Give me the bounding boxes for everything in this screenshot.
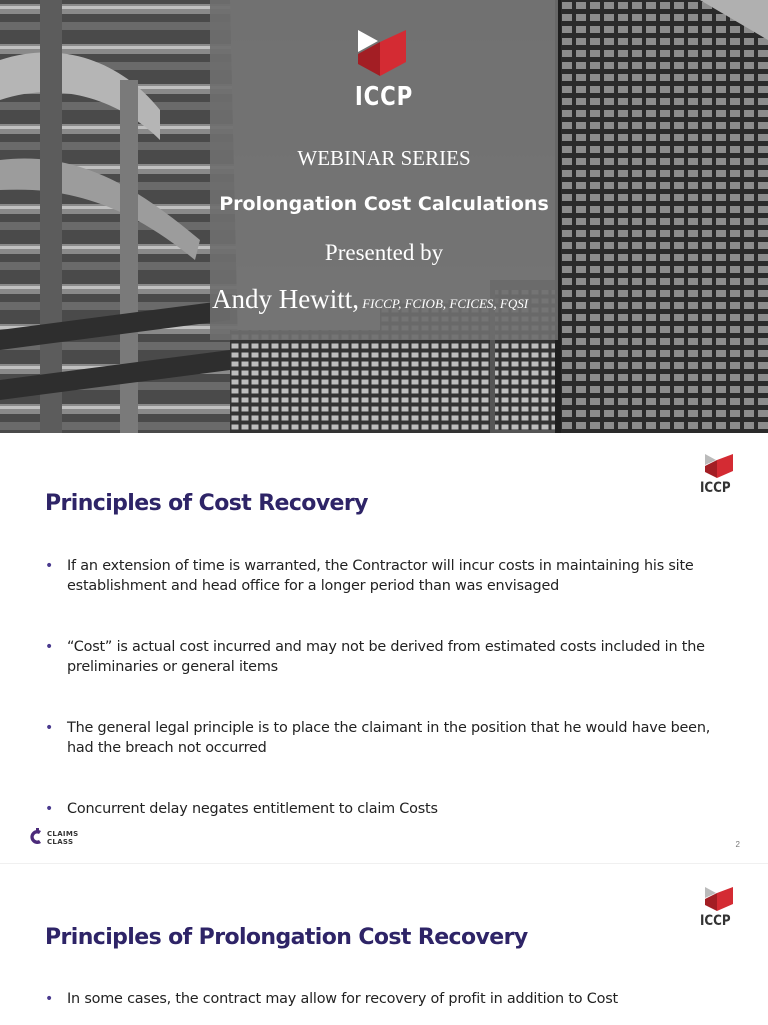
bullet-item: • In some cases, the contract may allow for recovery of profit in addition to Cost (45, 991, 618, 1007)
bullet-item: • “Cost” is actual cost incurred and may not be derived from estimated costs included in the preliminaries or general items (45, 639, 705, 675)
bullet-marker: • (45, 801, 54, 817)
iccp-logo-icon (354, 28, 410, 78)
bullet-marker: • (45, 639, 54, 655)
slide-principles-of-cost-recovery (0, 433, 768, 863)
webinar-series-label: WEBINAR SERIES (297, 146, 471, 170)
presenter-qualifications: FICCP, FCIOB, FCICES, FQSI (358, 296, 529, 311)
bullet-item: • If an extension of time is warranted, the Contractor will incur costs in maintaining his site establishment and head office for a longer period than was envisaged (45, 558, 694, 594)
corner-logo (700, 886, 740, 929)
logo-text: ICCP (354, 82, 414, 112)
claims-class-logo: CLAIMS CLASS (29, 826, 89, 850)
presenter-name: Andy Hewitt, (212, 284, 359, 314)
page-number: 2 (735, 840, 740, 849)
iccp-logo-icon (704, 886, 734, 912)
claims-class-icon (29, 828, 45, 846)
iccp-logo-icon (704, 453, 734, 479)
presenter (212, 284, 572, 315)
webinar-topic: Prolongation Cost Calculations (219, 193, 549, 215)
slide-title: Principles of Prolongation Cost Recovery (45, 925, 528, 950)
logo-text: ICCP (700, 480, 731, 496)
bullet-list (45, 556, 725, 819)
title-panel (210, 0, 558, 340)
slide-title: Principles of Cost Recovery (45, 491, 368, 516)
bullet-list (45, 989, 725, 1009)
bullet-item: • Concurrent delay negates entitlement to claim Costs (45, 801, 438, 817)
presented-by-label: Presented by (324, 240, 444, 265)
bullet-item: • The general legal principle is to place the claimant in the position that he would have been, had the breach not occurred (45, 720, 711, 756)
slide-principles-of-prolongation-cost-recovery (0, 863, 768, 1025)
title-slide (0, 0, 768, 433)
bullet-marker: • (45, 991, 54, 1007)
corner-logo (700, 453, 740, 496)
bullet-marker: • (45, 720, 54, 736)
bullet-marker: • (45, 558, 54, 574)
logo-text: ICCP (700, 913, 731, 929)
